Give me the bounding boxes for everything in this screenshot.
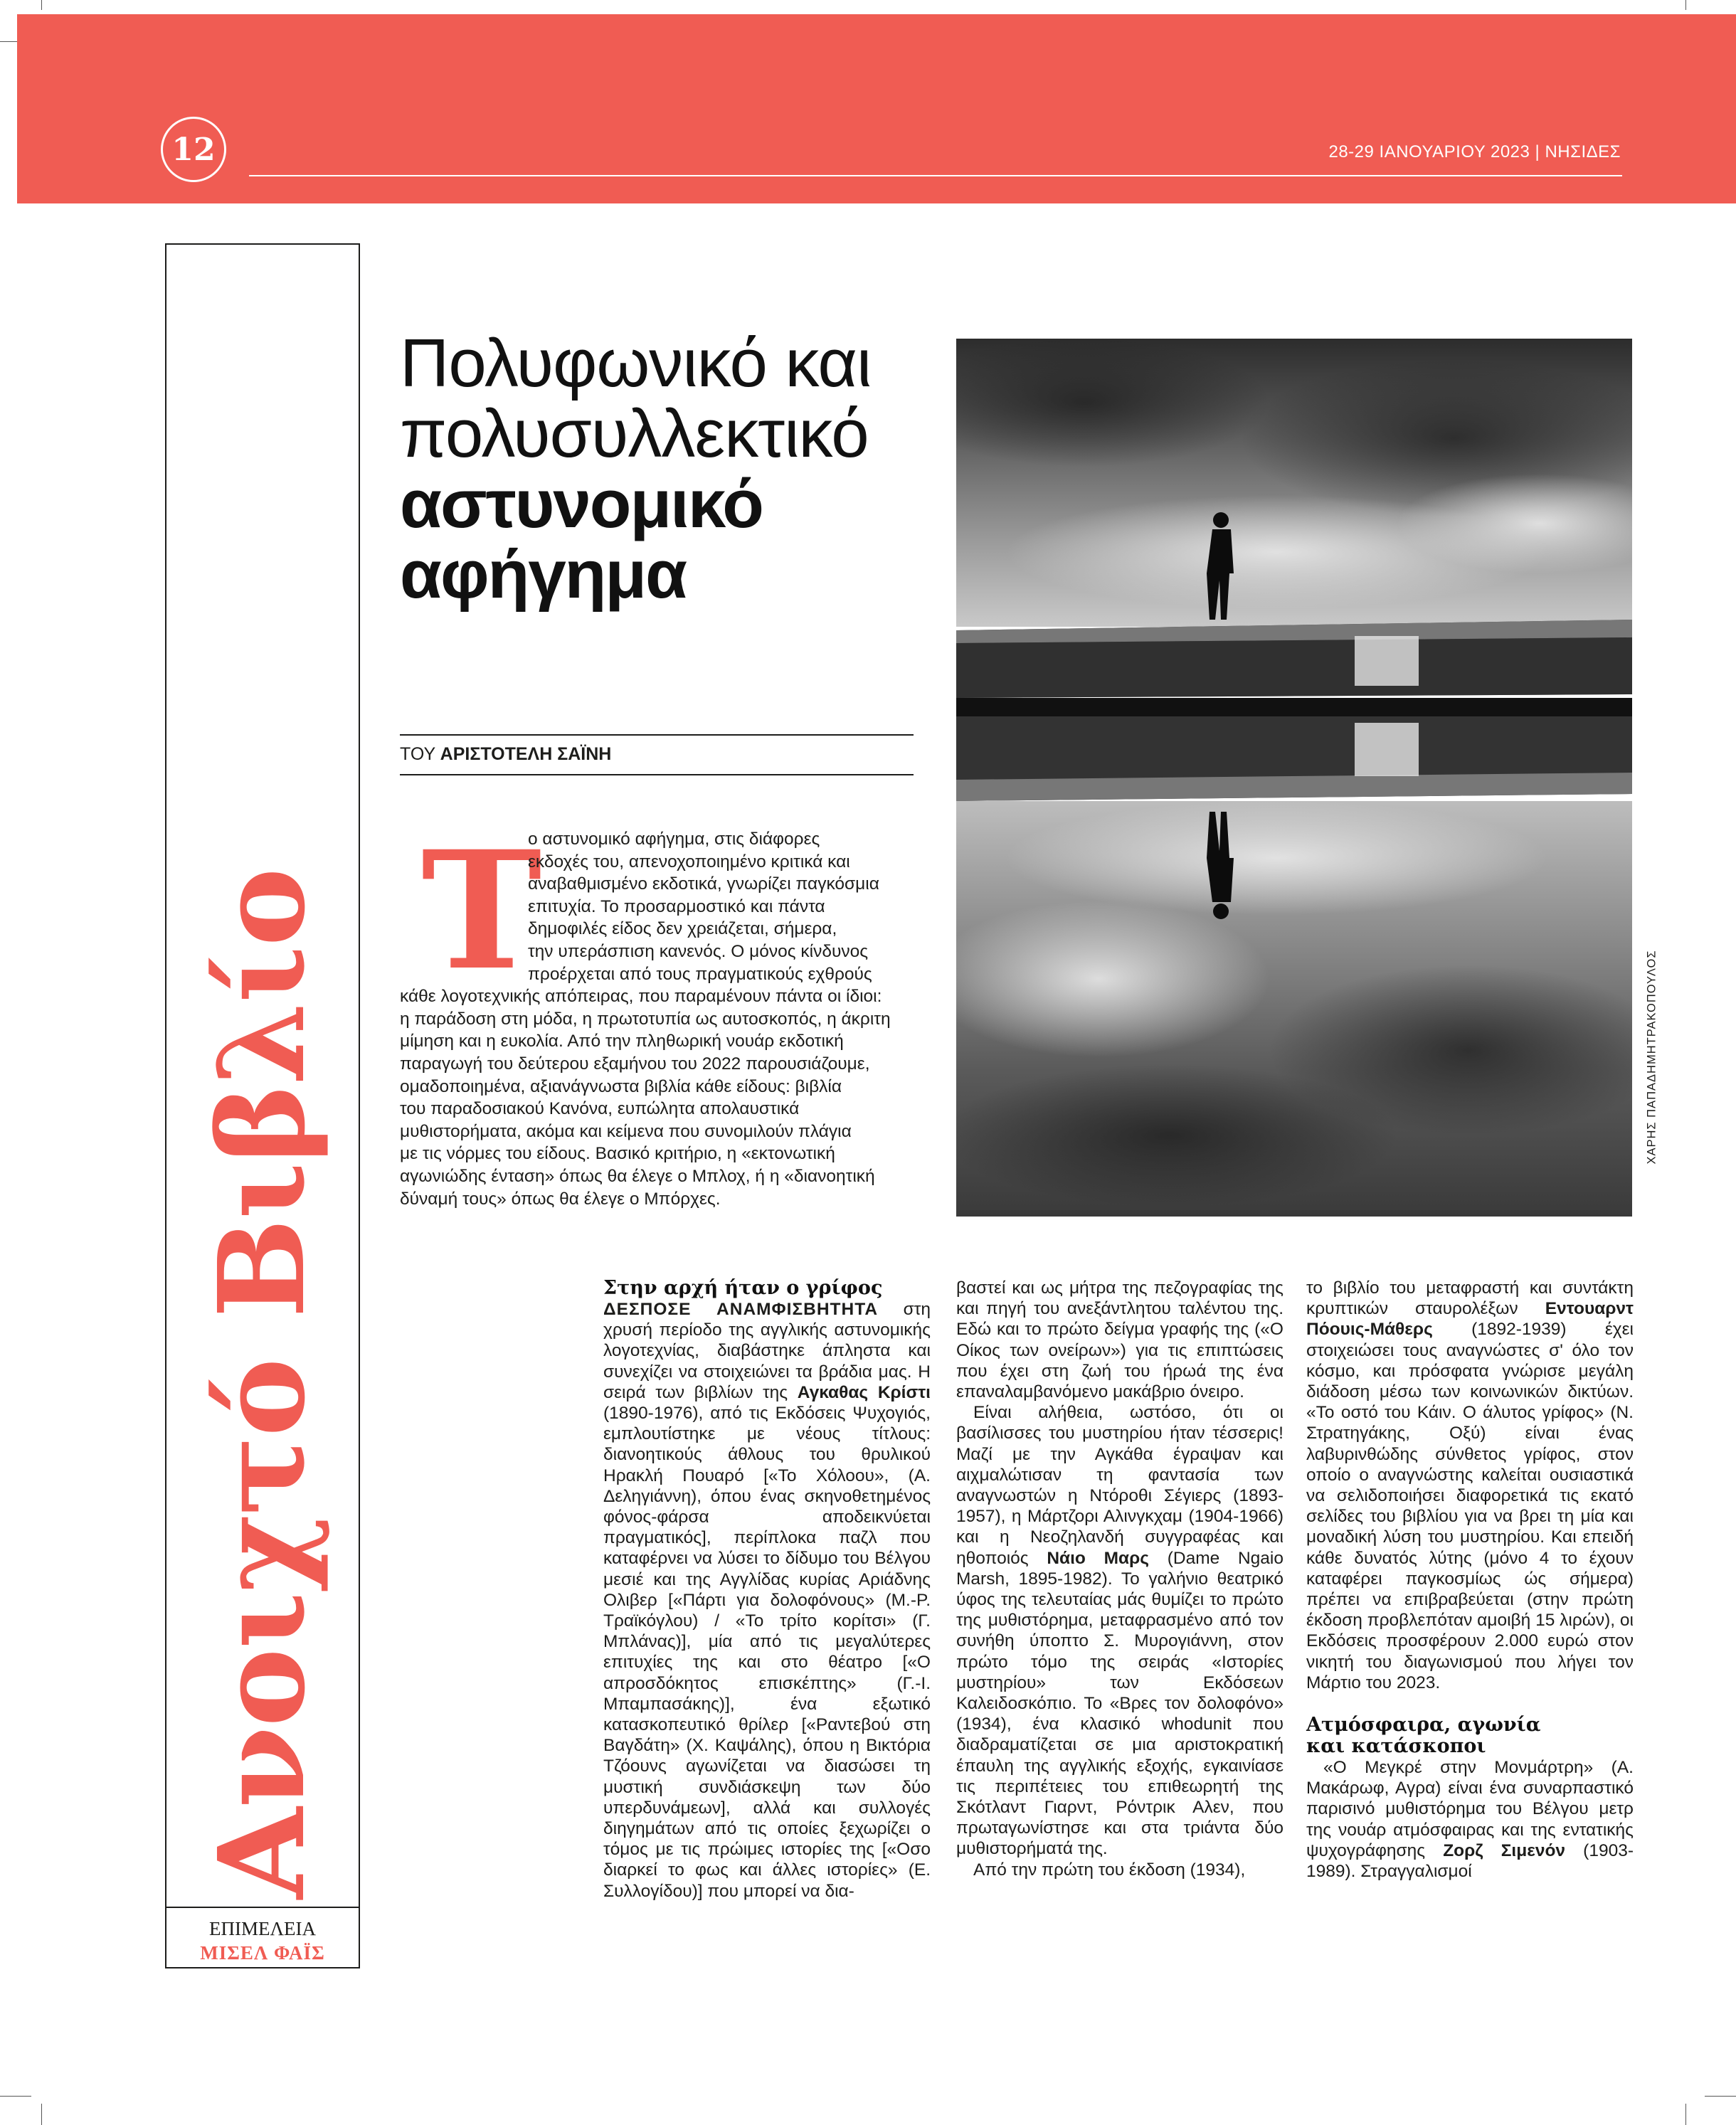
body-text: Είναι αλήθεια, ωστόσο, ότι οι βασίλισσες του μυστηρίου ήταν τέσσερις! Μαζί με την Αγκάθα έγραψαν και αιχμαλώτισαν τη φαντασία των αναγνωστών η Ντόροθι Σέγιερς (1893-1957), η Μάρτζορι Αλινγκχαμ (1904-1966) και η Νεοζηλανδή συγγραφέας και ηθοποιός xyxy=(956,1403,1284,1568)
issue-date-section: 28-29 ΙΑΝΟΥΑΡΙΟΥ 2023 | ΝΗΣΙΔΕΣ xyxy=(1328,142,1621,161)
crop-mark xyxy=(0,2096,31,2097)
divider xyxy=(165,1907,360,1908)
paragraph: βαστεί και ως μήτρα της πεζογραφίας της και πηγή του ανεξάντλητου ταλέντου της. Εδώ και το πρώτο δείγμα γραφής της («Ο Οίκος των ονείρων») για τις επιπτώσεις που έχει στη ζωή του ήρωά της ένα επαναλαμβανόμενο μακάβριο όνειρο. xyxy=(956,1278,1284,1402)
article-column-3 xyxy=(1306,1278,1634,1882)
body-text: «Ο Μεγκρέ στην Μονμάρτρη» (Α. Μακάρωφ, Αγρα) είναι ένα συναρπαστικό παρισινό μυθιστόρημα του Βέλγου μετρ της νουάρ ατμόσφαιρας και της εντατικής ψυχογράφησης xyxy=(1306,1758,1634,1860)
article-headline xyxy=(400,325,941,613)
lead-in: ΔΕΣΠΟΣΕ ΑΝΑΜΦΙΣΒΗΤΗΤΑ xyxy=(603,1300,879,1319)
intro-line: μυθιστορήματα, ακόμα και κείμενα που συνομιλούν πλάγια xyxy=(400,1121,852,1141)
headline-line: αστυνομικό xyxy=(400,465,763,542)
paragraph: Από την πρώτη του έκδοση (1934), xyxy=(973,1860,1246,1880)
section-title: Ανοιχτό Βιβλίο xyxy=(193,868,332,1899)
intro-line: παραγωγή του δεύτερου εξαμήνου του 2022 παρουσιάζουμε, xyxy=(400,1054,870,1074)
intro-line: η παράδοση στη μόδα, η πρωτοτυπία ως αυτοσκοπός, η άκριτη xyxy=(400,1009,891,1029)
intro-line: μίμηση και η ευκολία. Από την πληθωρική νουάρ εκδοτική xyxy=(400,1032,844,1051)
intro-line: προέρχεται από τους πραγματικούς εχθρούς xyxy=(528,964,872,984)
crop-mark xyxy=(41,0,42,10)
byline-rule-bottom xyxy=(400,774,914,775)
headline-line: αφήγημα xyxy=(400,536,687,613)
author-name: Εντουαρντ Πόουις-Μάθερς xyxy=(1306,1299,1634,1340)
intro-line: την υπεράσπιση κανενός. Ο μόνος κίνδυνος xyxy=(528,942,869,961)
subheading: Ατμόσφαιρα, αγωνία xyxy=(1306,1714,1541,1737)
intro-line: δημοφιλές είδος δεν χρειάζεται, σήμερα, xyxy=(528,919,837,939)
intro-line: δύναμή τους» όπως θα έλεγε ο Μπόρχες. xyxy=(400,1189,721,1209)
spacer xyxy=(1306,1693,1634,1715)
body-text: (1892-1939) έχει στοιχειώσει τους αναγνώστες σ' όλο τον κόσμο, και πρόσφατα γνώρισε μεγάλη διάδοση μέσω των κοινωνικών δικτύων. «Το οστό του Κάιν. Ο άλυτος γρίφος» (Ν. Στρατηγάκης, Οξύ) είναι ένας λαβυρινθώδης σύνθετος γρίφος, στον οποίο ο αναγνώστης καλείται ουσιαστικά να σελιδοποιήσει διαφορετικά τις εκατό σελίδες του βιβλίου για να βρει τη μία και μοναδική λύση του μυστηρίου. Και επειδή κάθε δυνατός λύτης (μόνο 4 το έχουν καταφέρει παγκοσμίως ώς σήμερα) πρέπει να επιβραβεύεται (στην πρώτη έκδοση προβλεπόταν αμοιβή 15 λιρών), οι Εκδόσεις προσφέρουν 2.000 ευρώ στον νικητή του διαγωνισμού που λήγει τον Μάρτιο του 2023. xyxy=(1306,1320,1634,1692)
body-text: (1890-1976), από τις Εκδόσεις Ψυχογιός, εμπλουτίστηκε με νέους τίτλους: διανοητικούς άθλους του θρυλικού Ηρακλή Πουαρό [«Το Χόλοου», (Α. Δεληγιάννη), όπου ένας σκηνοθετημένος φόνος-φάρσα αποδεικνύεται πραγματικός], περίπλοκα παζλ που καταφέρνει να λύσει το δίδυμο του Βέλγου μεσιέ και της Αγγλίδας κυρίας Αριάδνης Ολιβερ [«Πάρτι για δολοφόνους» (Μ.-Ρ. Τραϊκόγλου) / «Το τρίτο κορίτσι» (Γ. Μπλάνας)], μία από τις μεγαλύτερες επιτυχίες της και στο θέατρο [«Ο απροσδόκητος επισκέπτης» (Γ.-Ι. Μπαμπασάκης)], ένα εξωτικό κατασκοπευτικό θρίλερ [«Ραντεβού στη Βαγδάτη» (Χ. Καψάλης), όπου η Βικτόρια Τζόουνς αγωνίζεται να διασώσει τη μυστική συνδιάσκεψη των δύο υπερδυνάμεων], αλλά και συλλογές διηγημάτων από τις οποίες ξεχωρίζει ο τόμος με τις πρώιμες ιστορίες της [«Οσο διαρκεί το φως και άλλες ιστορίες» (Ε. Συλλογίδου)] που μπορεί να δια- xyxy=(603,1404,931,1901)
intro-line: του παραδοσιακού Κανόνα, ευπώλητα απολαυστικά xyxy=(400,1099,800,1119)
photo-credit: ΧΑΡΗΣ ΠΑΠΑΔΗΜΗΤΡΑΚΟΠΟΥΛΟΣ xyxy=(1645,950,1658,1165)
crop-mark xyxy=(1705,2096,1736,2097)
subheading: και κατάσκοποι xyxy=(1306,1735,1486,1758)
headline-line: πολυσυλλεκτικό xyxy=(400,395,869,472)
article-column-1 xyxy=(603,1278,931,1902)
subheading: Στην αρχή ήταν ο γρίφος xyxy=(603,1277,883,1299)
editor-label: ΕΠΙΜΕΛΕΙΑ xyxy=(208,1918,317,1939)
paragraph xyxy=(1306,1757,1634,1882)
article-photo xyxy=(956,339,1632,1217)
page-number: 12 xyxy=(161,117,226,182)
header-rule xyxy=(249,175,1622,176)
paragraph xyxy=(956,1402,1284,1859)
intro-line: με τις νόρμες του είδους. Βασικό κριτήριο, η «εκτονωτική xyxy=(400,1144,835,1164)
byline-prefix: ΤΟΥ xyxy=(400,744,435,764)
body-text: στη χρυσή περίοδο της αγγλικής αστυνομικής λογοτεχνίας, διαβάστηκε άπληστα και συνεχίζει να στοιχειώνει τα βράδια μας. Η σειρά των βιβλίων της xyxy=(603,1300,931,1402)
intro-line: ομαδοποιημένα, αξιανάγνωστα βιβλία κάθε είδους: βιβλία xyxy=(400,1076,842,1096)
author-name: Ζορζ Σιμενόν xyxy=(1443,1840,1566,1860)
headline-line: Πολυφωνικό και xyxy=(400,325,872,401)
author-name: Νάιο Μαρς xyxy=(1047,1548,1149,1568)
intro-line: ο αστυνομικό αφήγημα, στις διάφορες xyxy=(528,830,820,849)
crop-mark xyxy=(41,2104,42,2125)
drop-cap: T xyxy=(421,815,542,1006)
editor-name: ΜΙΣΕΛ ΦΑΪΣ xyxy=(200,1942,325,1964)
intro-line: επιτυχία. Το προσαρμοστικό και πάντα xyxy=(528,896,825,916)
intro-line: εκδοχές του, απενοχοποιημένο κριτικά και xyxy=(528,852,850,871)
author-name: Αγκαθας Κρίστι xyxy=(797,1382,931,1402)
crop-mark xyxy=(1685,2104,1686,2125)
intro-line: αναβαθμισμένο εκδοτικά, γνωρίζει παγκόσμια xyxy=(528,874,879,894)
byline-rule-top xyxy=(400,734,914,736)
intro-line: αγωνιώδης ένταση» όπως θα έλεγε ο Μπλοχ, ή η «διανοητική xyxy=(400,1167,875,1186)
paragraph xyxy=(1306,1278,1634,1693)
body-text: (1903-1989). Στραγγαλισμοί xyxy=(1306,1840,1634,1882)
byline-author: ΑΡΙΣΤΟΤΕΛΗ ΣΑΪΝΗ xyxy=(440,744,612,764)
article-column-2 xyxy=(956,1278,1284,1880)
byline xyxy=(400,744,611,765)
body-text: (Dame Ngaio Marsh, 1895-1982). Το γαλήνιο θεατρικό ύφος της τελευταίας μάς θυμίζει το πρώτο της μυθιστόρημα, μεταφρασμένο από τον συνήθη ύποπτο Σ. Μυρογιάννη, στον πρώτο τόμο της σειράς «Ιστορίες μυστηρίου» των Εκδόσεων Καλειδοσκόπιο. Το «Βρες τον δολοφόνο» (1934), ένα κλασικό whodunit που διαδραματίζεται σε μια αριστοκρατική έπαυλη της αγγλικής εξοχής, εγκαινίασε τις περιπέτειες του επιθεωρητή της Σκότλαντ Γιαρντ, Ρόντρικ Αλεν, που πρωταγωνίστησε και στα τριάντα δύο μυθιστορήματά της. xyxy=(956,1548,1284,1859)
body-text: το βιβλίο του μεταφραστή και συντάκτη κρυπτικών σταυρολέξων xyxy=(1306,1278,1634,1319)
crop-mark xyxy=(1685,0,1686,10)
intro-line: κάθε λογοτεχνικής απόπειρας, που παραμένουν πάντα οι ίδιοι: xyxy=(400,987,882,1007)
